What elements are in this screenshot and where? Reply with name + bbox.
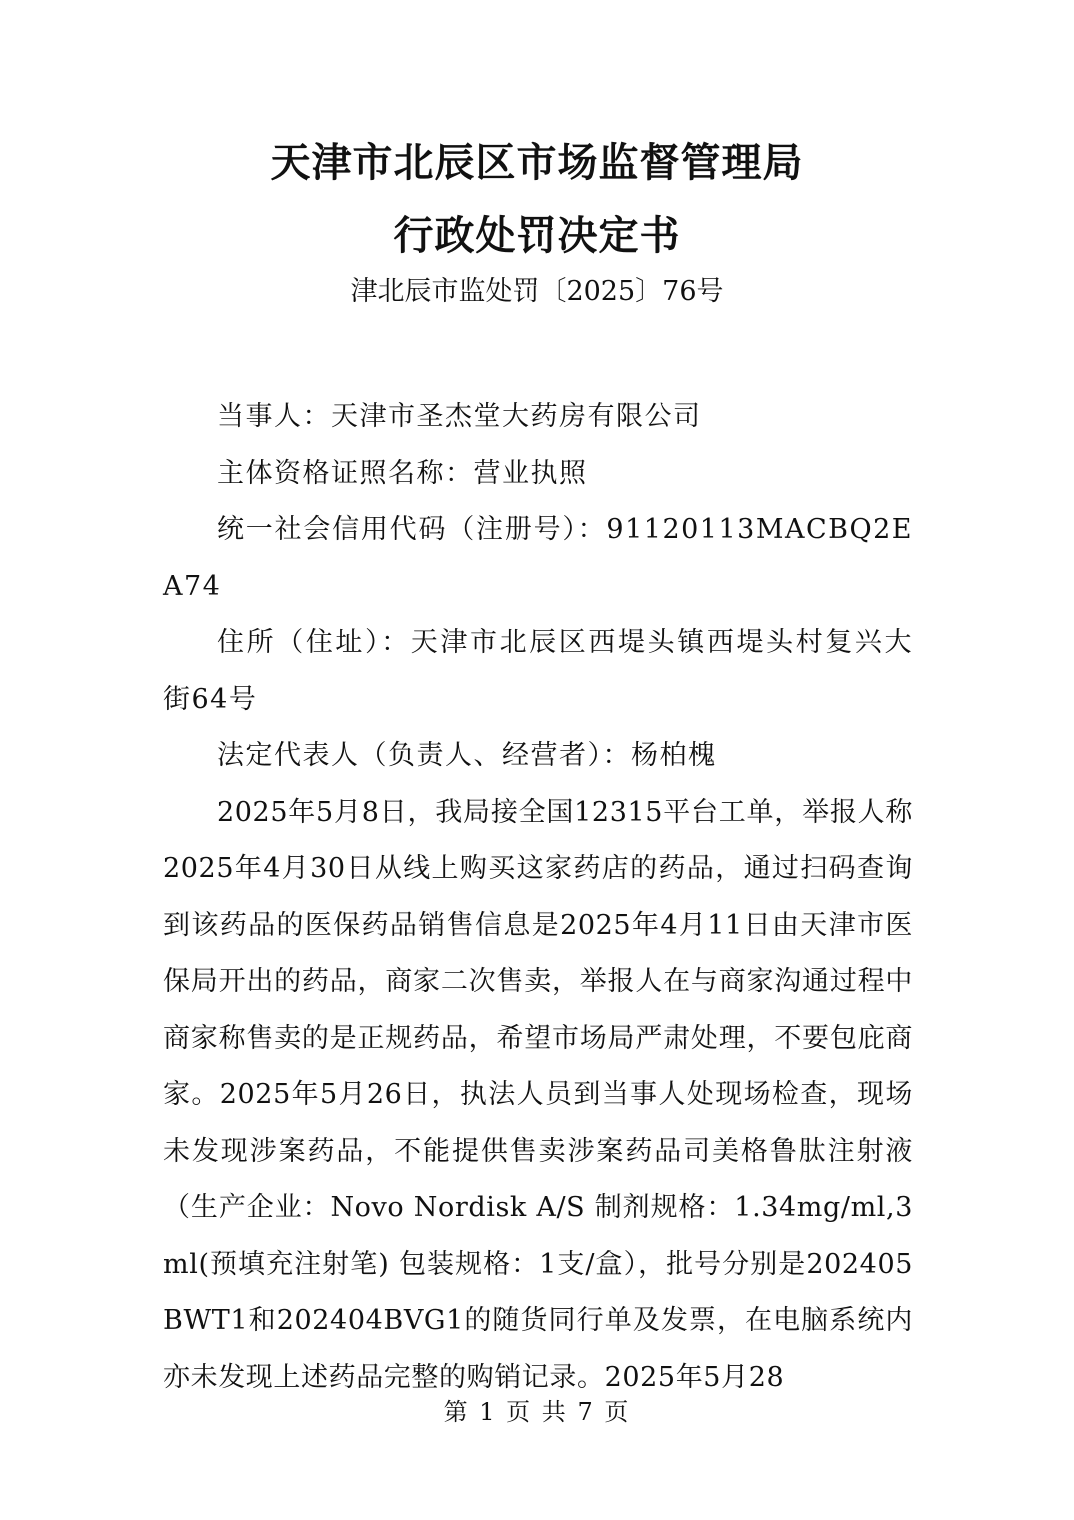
document-body xyxy=(163,389,913,1406)
party-name: 当事人：天津市圣杰堂大药房有限公司 xyxy=(217,401,702,432)
credit-code: 统一社会信用代码（注册号）：91120113MACBQ2EA74 xyxy=(163,514,913,602)
page-indicator: 第 1 页 共 7 页 xyxy=(443,1398,631,1426)
legal-representative: 法定代表人（负责人、经营者）：杨柏槐 xyxy=(217,740,717,771)
document-number: 津北辰市监处罚〔2025〕76号 xyxy=(350,276,724,307)
party-address: 住所（住址）：天津市北辰区西堤头镇西堤头村复兴大街64号 xyxy=(163,627,913,715)
case-narrative: 2025年5月8日，我局接全国12315平台工单，举报人称2025年4月30日从线上购买这家药店的药品，通过扫码查询到该药品的医保药品销售信息是2025年4月11日由天津市医保局开出的药品，商家二次售卖，举报人在与商家沟通过程中商家称售卖的是正规药品，希望市场局严肃处理，不要包庇商家。2025年5月26日，执法人员到当事人处现场检查，现场未发现涉案药品，不能提供售卖涉案药品司美格鲁肽注射液（生产企业：Novo Nordisk A/S 制剂规格：1.34mg/ml,3ml(预填充注射笔) 包装规格：1支/盒），批号分别是202405BWT1和202404BVG1的随货同行单及发票，在电脑系统内亦未发现上述药品完整的购销记录。2025年5月28 xyxy=(163,796,913,1393)
document-title-type: 行政处罚决定书 xyxy=(393,212,681,259)
document-title-agency: 天津市北辰区市场监督管理局 xyxy=(270,139,804,186)
license-type: 主体资格证照名称：营业执照 xyxy=(217,457,588,489)
